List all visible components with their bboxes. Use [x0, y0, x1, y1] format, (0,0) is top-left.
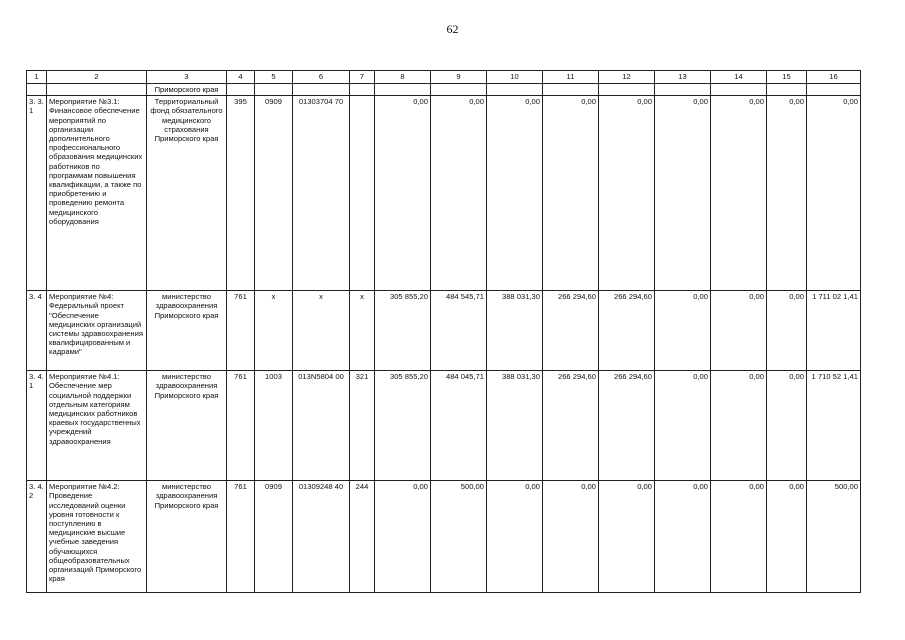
budget-table [26, 70, 861, 593]
table-row [27, 84, 861, 96]
amount-col-15: 0,00 [767, 291, 807, 371]
amount-col-8: 0,00 [375, 481, 431, 593]
grbs-code: 761 [227, 371, 255, 481]
row-index: 3. 4. 2 [27, 481, 47, 593]
amount-total [807, 84, 861, 96]
activity-name: Мероприятие №4.2: Проведение исследований оценки уровня готовности к поступлению в медицинские высшие учебные заведения обучающихся общеобразовательных организаций Приморского края [47, 481, 147, 593]
amount-col-8: 305 855,20 [375, 371, 431, 481]
amount-col-9: 500,00 [431, 481, 487, 593]
expense-type-code: 244 [350, 481, 375, 593]
executor: Приморского края [147, 84, 227, 96]
amount-total: 1 711 02 1,41 [807, 291, 861, 371]
amount-col-14 [711, 84, 767, 96]
amount-col-14: 0,00 [711, 96, 767, 291]
section-code: x [255, 291, 293, 371]
activity-name [47, 291, 147, 371]
table-row [27, 291, 861, 371]
amount-col-13: 0,00 [655, 481, 711, 593]
row-index: 3. 4 [27, 291, 47, 371]
amount-col-11: 0,00 [543, 481, 599, 593]
section-code [255, 84, 293, 96]
row-index: 3. 3. 1 [27, 96, 47, 291]
amount-col-12: 266 294,60 [599, 371, 655, 481]
column-header: 11 [543, 71, 599, 84]
amount-col-15: 0,00 [767, 96, 807, 291]
column-header: 3 [147, 71, 227, 84]
amount-total: 1 710 52 1,41 [807, 371, 861, 481]
amount-col-11 [543, 84, 599, 96]
grbs-code: 761 [227, 291, 255, 371]
expense-type-code: x [350, 291, 375, 371]
page-number: 62 [446, 22, 459, 36]
amount-col-8 [375, 84, 431, 96]
column-header: 2 [47, 71, 147, 84]
executor: министерство здравоохранения Приморского края [147, 291, 227, 371]
activity-name [47, 84, 147, 96]
column-header: 15 [767, 71, 807, 84]
executor: министерство здравоохранения Приморского края [147, 481, 227, 593]
amount-col-13 [655, 84, 711, 96]
amount-col-13: 0,00 [655, 371, 711, 481]
activity-title: Федеральный проект "Обеспечение медицинских организаций системы здравоохранения квалифицированным и кадрами" [49, 301, 143, 357]
table-row [27, 96, 861, 291]
table-row [27, 481, 861, 593]
amount-col-10: 388 031,30 [487, 291, 543, 371]
amount-col-14: 0,00 [711, 481, 767, 593]
amount-col-10: 0,00 [487, 481, 543, 593]
column-header: 12 [599, 71, 655, 84]
amount-col-8: 305 855,20 [375, 291, 431, 371]
row-index: 3. 4. 1 [27, 371, 47, 481]
column-header: 8 [375, 71, 431, 84]
amount-col-13: 0,00 [655, 291, 711, 371]
column-header: 16 [807, 71, 861, 84]
amount-col-12: 0,00 [599, 96, 655, 291]
amount-col-12: 266 294,60 [599, 291, 655, 371]
target-article-code: 01303704 70 [293, 96, 350, 291]
amount-col-11: 266 294,60 [543, 371, 599, 481]
amount-col-10: 0,00 [487, 96, 543, 291]
amount-col-15 [767, 84, 807, 96]
section-code: 0909 [255, 481, 293, 593]
column-header: 14 [711, 71, 767, 84]
target-article-code: 013N5804 00 [293, 371, 350, 481]
amount-col-9 [431, 84, 487, 96]
amount-col-11: 0,00 [543, 96, 599, 291]
amount-col-12 [599, 84, 655, 96]
grbs-code: 761 [227, 481, 255, 593]
section-code: 0909 [255, 96, 293, 291]
column-header: 4 [227, 71, 255, 84]
amount-col-9: 484 545,71 [431, 291, 487, 371]
activity-prefix: Мероприятие №4: [49, 292, 114, 302]
amount-col-15: 0,00 [767, 481, 807, 593]
target-article-code [293, 84, 350, 96]
section-code: 1003 [255, 371, 293, 481]
column-header: 1 [27, 71, 47, 84]
amount-col-15: 0,00 [767, 371, 807, 481]
amount-total: 500,00 [807, 481, 861, 593]
amount-col-13: 0,00 [655, 96, 711, 291]
executor: министерство здравоохранения Приморского края [147, 371, 227, 481]
amount-col-8: 0,00 [375, 96, 431, 291]
amount-col-10: 388 031,30 [487, 371, 543, 481]
table-row [27, 371, 861, 481]
column-header: 7 [350, 71, 375, 84]
amount-col-10 [487, 84, 543, 96]
grbs-code: 395 [227, 96, 255, 291]
column-header: 10 [487, 71, 543, 84]
column-number-header-row [27, 71, 861, 84]
column-header: 9 [431, 71, 487, 84]
amount-col-11: 266 294,60 [543, 291, 599, 371]
expense-type-code [350, 96, 375, 291]
activity-name: Мероприятие №3.1: Финансовое обеспечение мероприятий по организации дополнительного профессионального образования медицинских работников по программам повышения квалификации, а также по приобретению и проведению ремонта медицинского оборудования [47, 96, 147, 291]
expense-type-code [350, 84, 375, 96]
grbs-code [227, 84, 255, 96]
row-index [27, 84, 47, 96]
column-header: 5 [255, 71, 293, 84]
amount-col-12: 0,00 [599, 481, 655, 593]
amount-col-9: 484 045,71 [431, 371, 487, 481]
column-header: 13 [655, 71, 711, 84]
target-article-code: x [293, 291, 350, 371]
activity-name: Мероприятие №4.1: Обеспечение мер социальной поддержки отдельным категориям медицинских работников краевых государственных учреждений здравоохранения [47, 371, 147, 481]
target-article-code: 01309248 40 [293, 481, 350, 593]
executor: Территориальный фонд обязательного медицинского страхования Приморского края [147, 96, 227, 291]
amount-total: 0,00 [807, 96, 861, 291]
expense-type-code: 321 [350, 371, 375, 481]
column-header: 6 [293, 71, 350, 84]
amount-col-14: 0,00 [711, 371, 767, 481]
amount-col-9: 0,00 [431, 96, 487, 291]
amount-col-14: 0,00 [711, 291, 767, 371]
